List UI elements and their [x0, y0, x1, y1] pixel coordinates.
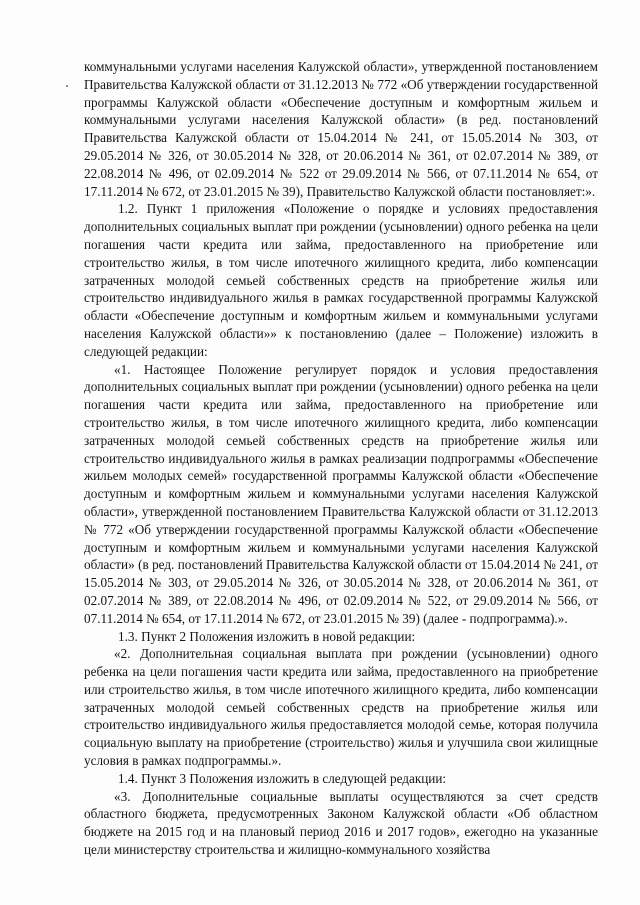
paragraph-quoted-point-3: «3. Дополнительные социальные выплаты осуществляются за счет средств областного бюджета, предусмотренных Законом Калужской области «Об областном бюджете на 2015 год и на плановый период 2016 и 2017 годов», ежегодно на указанные цели министерству строительства и жилищно-коммунального хозяйства	[84, 788, 598, 858]
paragraph-1-4: 1.4. Пункт 3 Положения изложить в следующей редакции:	[118, 770, 447, 786]
paragraph-1-2: 1.2. Пункт 1 приложения «Положение о порядке и условиях предоставления дополнительных социальных выплат при рождении (усыновлении) одного ребенка на цели погашения части кредита или займа, предоставленного на приобретение или строительство жилья, в том числе ипотечного жилищного кредита, либо компенсации затраченных молодой семьей собственных средств на приобретение жилья или строительство индивидуального жилья в рамках государственной программы Калужской области «Обеспечение доступным и комфортным жильем и коммунальными услугами населения Калужской области»» к постановлению (далее – Положение) изложить в следующей редакции:	[84, 201, 598, 359]
scan-mark	[66, 85, 68, 87]
paragraph-continuation: коммунальными услугами населения Калужской области», утвержденной постановлением Правительства Калужской области от 31.12.2013 № 772 «Об утверждении государственной программы Калужской области «Обеспечение доступным и комфортным жильем и коммунальными услугами населения Калужской области» (в ред. постановлений Правительства Калужской области от 15.04.2014 № 241, от 15.05.2014 № 303, от 29.05.2014 № 326, от 30.05.2014 № 328, от 20.06.2014 № 361, от 02.07.2014 № 389, от 22.08.2014 № 496, от 02.09.2014 № 522 от 29.09.2014 № 566, от 07.11.2014 № 654, от 17.11.2014 № 672, от 23.01.2015 № 39), Правительство Калужской области постановляет:».	[84, 59, 598, 199]
document-body	[84, 58, 598, 859]
paragraph-1-3: 1.3. Пункт 2 Положения изложить в новой редакции:	[118, 628, 416, 644]
paragraph-quoted-point-1: «1. Настоящее Положение регулирует порядок и условия предоставления дополнительных социальных выплат при рождении (усыновлении) одного ребенка на цели погашения части кредита или займа, предоставленного на приобретение или строительство жилья, в том числе ипотечного жилищного кредита, либо компенсации затраченных молодой семьей собственных средств на приобретение жилья или строительство индивидуального жилья в рамках реализации подпрограммы «Обеспечение жильем молодых семей» государственной программы Калужской области «Обеспечение доступным и комфортным жильем и коммунальными услугами населения Калужской области», утвержденной постановлением Правительства Калужской области от 31.12.2013 № 772 «Об утверждении государственной программы Калужской области «Обеспечение доступным и комфортным жильем и коммунальными услугами населения Калужской области» (в ред. постановлений Правительства Калужской области от 15.04.2014 № 241, от 15.05.2014 № 303, от 29.05.2014 № 326, от 30.05.2014 № 328, от 20.06.2014 № 361, от 02.07.2014 № 389, от 22.08.2014 № 496, от 02.09.2014 № 522, от 29.09.2014 № 566, от 07.11.2014 № 654, от 17.11.2014 № 672, от 23.01.2015 № 39) (далее - подпрограмма).».	[84, 361, 598, 626]
paragraph-quoted-point-2: «2. Дополнительная социальная выплата при рождении (усыновлении) одного ребенка на цели погашения части кредита или займа, предоставленного на приобретение или строительство жилья, в том числе ипотечного жилищного кредита, либо компенсации затраченных молодой семьей собственных средств на приобретение жилья или строительство индивидуального жилья предоставляется молодой семье, которая получила социальную выплату на приобретение (строительство) жилья и улучшила свои жилищные условия в рамках подпрограммы.».	[84, 646, 598, 769]
